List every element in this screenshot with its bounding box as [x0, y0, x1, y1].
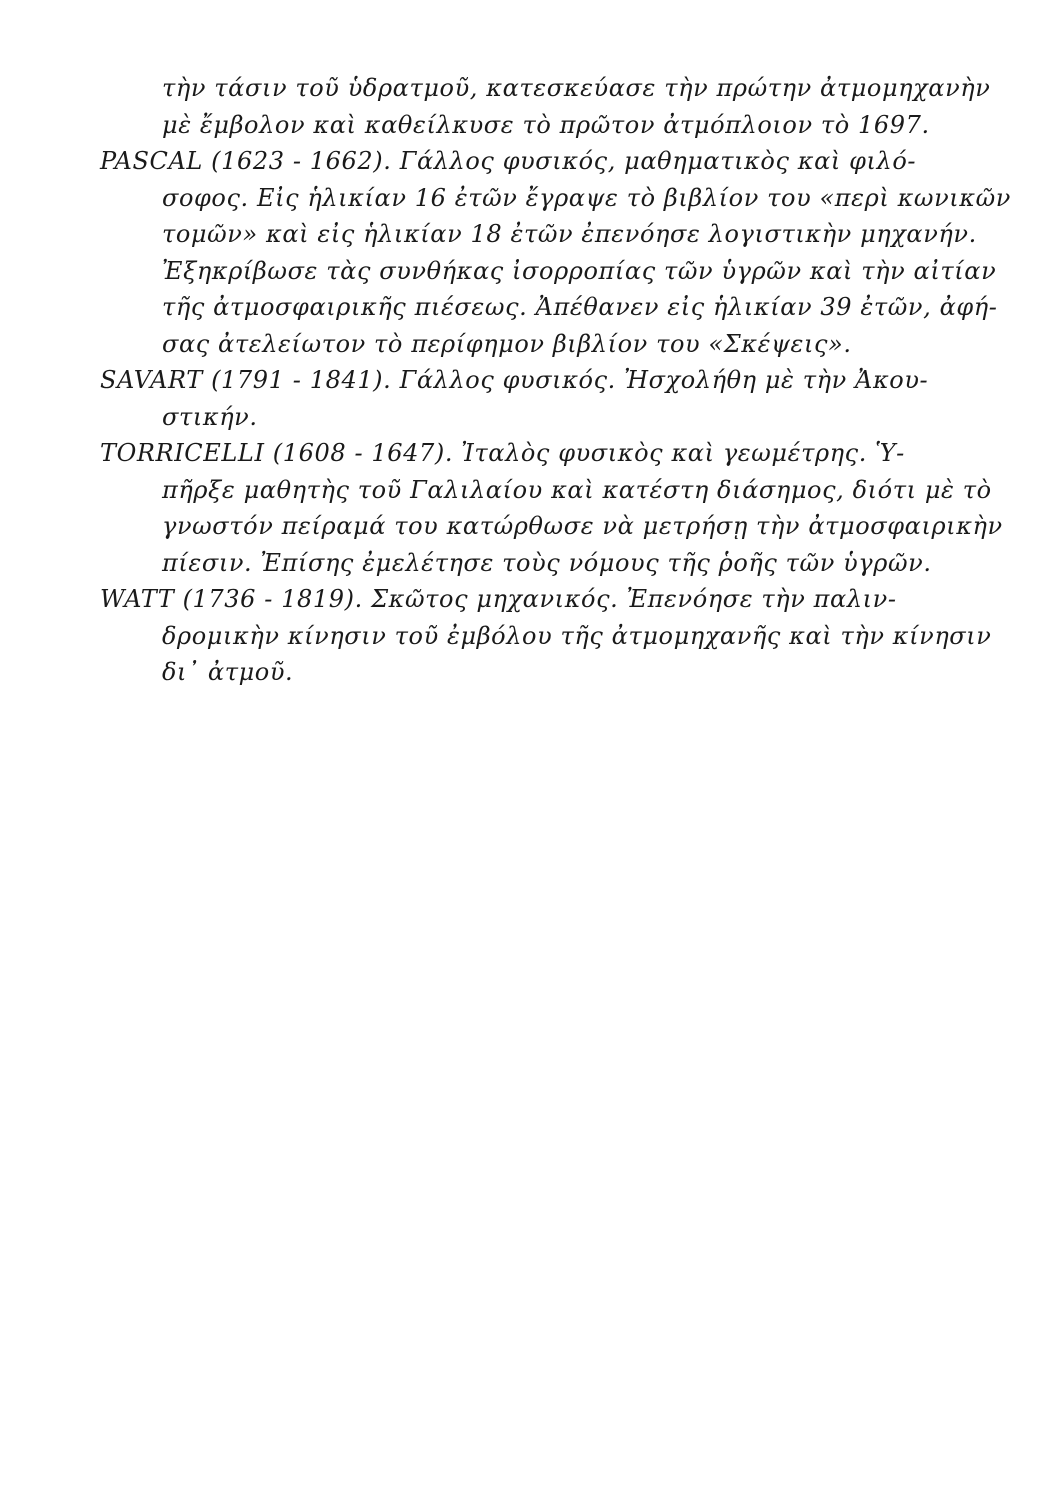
text-line: τομῶν» καὶ εἰς ἡλικίαν 18 ἐτῶν ἐπενόησε λογιστικὴν μηχανήν.: [162, 220, 977, 248]
text-line: γνωστόν πείραμά του κατώρθωσε νὰ μετρήσῃ τὴν ἀτμοσφαιρικὴν: [162, 512, 1003, 540]
text-line: πίεσιν. Ἐπίσης ἐμελέτησε τοὺς νόμους τῆς ῥοῆς τῶν ὑγρῶν.: [162, 548, 932, 577]
text-line: στικήν.: [162, 402, 258, 431]
text-line: σοφος. Εἰς ἡλικίαν 16 ἐτῶν ἔγραψε τὸ βιβλίον του «περὶ κωνικῶν: [162, 183, 1011, 212]
text-line: δι᾽ ἀτμοῦ.: [162, 658, 294, 686]
text-line: Ἐξηκρίβωσε τὰς συνθήκας ἰσορροπίας τῶν ὑγρῶν καὶ τὴν αἰτίαν: [162, 256, 997, 285]
text-line: τῆς ἀτμοσφαιρικῆς πιέσεως. Ἀπέθανεν εἰς ἡλικίαν 39 ἐτῶν, ἀφή-: [162, 293, 998, 321]
entry-savart: SAVART (1791 - 1841). Γάλλος φυσικός. Ἠσχολήθη μὲ τὴν Ἀκου-: [100, 366, 929, 394]
biography-text-block: [100, 70, 1011, 691]
entry-pascal: PASCAL (1623 - 1662). Γάλλος φυσικός, μαθηματικὸς καὶ φιλό-: [100, 147, 917, 175]
entry-torricelli: TORRICELLI (1608 - 1647). Ἰταλὸς φυσικὸς καὶ γεωμέτρης. Ὑ-: [100, 439, 905, 467]
text-line: σας ἀτελείωτον τὸ περίφημον βιβλίον του «Σκέψεις».: [162, 329, 852, 358]
text-line: μὲ ἔμβολον καὶ καθείλκυσε τὸ πρῶτον ἀτμόπλοιον τὸ 1697.: [162, 110, 930, 139]
text-line: πῆρξε μαθητὴς τοῦ Γαλιλαίου καὶ κατέστη διάσημος, διότι μὲ τὸ: [162, 475, 992, 504]
text-line: τὴν τάσιν τοῦ ὑδρατμοῦ, κατεσκεύασε τὴν πρώτην ἀτμομηχανὴν: [162, 74, 991, 102]
entry-watt: WATT (1736 - 1819). Σκῶτος μηχανικός. Ἐπενόησε τὴν παλιν-: [100, 585, 897, 613]
text-line: δρομικὴν κίνησιν τοῦ ἐμβόλου τῆς ἀτμομηχανῆς καὶ τὴν κίνησιν: [162, 621, 992, 650]
